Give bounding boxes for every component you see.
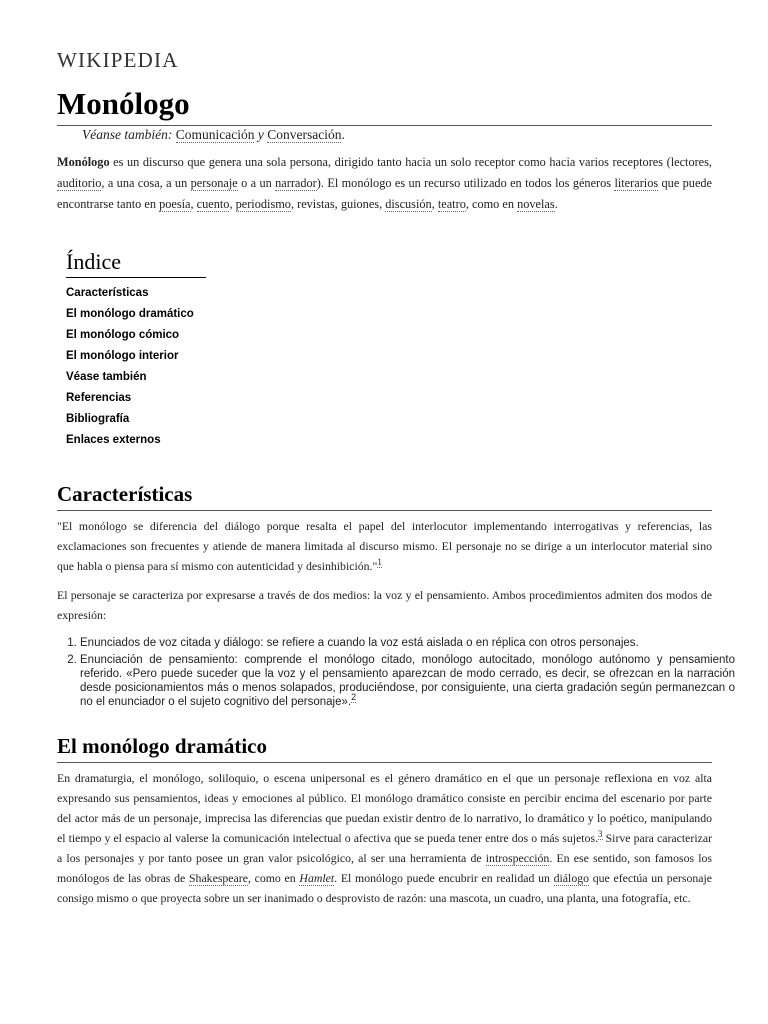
section-underline	[57, 762, 712, 763]
link-literarios[interactable]: literarios	[614, 176, 659, 190]
section-heading-caracteristicas: Características	[57, 482, 193, 506]
table-of-contents	[66, 284, 194, 452]
dramatico-paragraph	[57, 768, 712, 908]
intro-text: , a una cosa, a un	[101, 176, 191, 190]
reference-2[interactable]: 2	[351, 692, 357, 703]
quote-text: "El monólogo se diferencia del diálogo porque resalta el papel del interlocutor implementando interrogativas y referencias, las exclamaciones son frecuentes y atiende de manera limitada al discurso mismo. El personaje no se dirige a un interlocutor material sino que habla o piensa para sí mismo con autenticidad y desinhibición."	[57, 519, 712, 573]
intro-bold-term: Monólogo	[57, 155, 110, 169]
intro-text: ,	[190, 197, 197, 211]
link-narrador[interactable]: narrador	[275, 176, 317, 190]
intro-text: .	[554, 197, 558, 211]
section-underline	[57, 510, 712, 511]
see-also-conj: y	[257, 127, 264, 142]
toc-item-referencias[interactable]: Referencias	[66, 392, 132, 404]
expression-paragraph: El personaje se caracteriza por expresarse a través de dos medios: la voz y el pensamiento. Ambos procedimientos admiten dos modos de expresión:	[57, 588, 712, 622]
link-dialogo[interactable]: diálogo	[553, 871, 590, 885]
link-auditorio[interactable]: auditorio	[57, 176, 102, 190]
list-item	[80, 636, 735, 650]
intro-paragraph	[57, 152, 712, 215]
list-item-text: Enunciación de pensamiento: comprende el monólogo citado, monólogo autocitado, monólogo autónomo y pensamiento referido. «Pero puede suceder que la voz y el pensamiento aparezcan de modo cerrado, es decir, se ofrezcan en la narración desde posicionamientos más o menos solapados, produciéndose, por consiguiente, una cierta gradación según permanezcan o no el enunciador o el sujeto cognitivo del personaje».	[80, 654, 735, 708]
reference-3[interactable]: 3	[598, 829, 603, 840]
link-periodismo[interactable]: periodismo	[235, 197, 291, 211]
toc-item-enlaces-externos[interactable]: Enlaces externos	[66, 434, 161, 446]
body-text: En dramaturgia, el monólogo, soliloquio, o escena unipersonal es el género dramático en el que un personaje reflexiona en voz alta expresando sus pensamientos, ideas y emociones al público. El monólogo dramático consiste en percibir encima del escenario por parte del actor más de un personaje, imprecisa las diferencias que puedan existir dentro de lo narrativo, lo dramático y lo poético, manipulando el tiempo y el espacio al valerse la comunicación intelectual o afectiva que se pueda tener entre dos o más sujetos.	[57, 771, 712, 845]
reference-1[interactable]: 1	[377, 557, 382, 568]
body-text: que efectúa un personaje consigo mismo o que proyecta sobre un ser inanimado o desprovisto de razón: una mascota, un cuadro, una planta, una fotografía, etc.	[57, 871, 712, 905]
toc-item-monologo-interior[interactable]: El monólogo interior	[66, 350, 179, 362]
toc-item-monologo-dramatico[interactable]: El monólogo dramático	[66, 308, 194, 320]
intro-text: o a un	[237, 176, 276, 190]
body-text: . En ese sentido, son famosos los monólogos de las obras de	[57, 851, 713, 885]
see-also-hatnote	[82, 127, 345, 143]
intro-text: ,	[229, 197, 236, 211]
link-conversacion[interactable]: Conversación	[267, 127, 342, 142]
body-text: , como en	[247, 871, 300, 885]
toc-title: Índice	[66, 249, 121, 274]
link-introspeccion[interactable]: introspección	[485, 851, 550, 865]
link-hamlet[interactable]: Hamlet	[299, 871, 335, 885]
intro-text: ). El monólogo es un recurso utilizado en todos los géneros	[316, 176, 615, 190]
intro-text: , revistas, guiones,	[290, 197, 386, 211]
toc-underline	[66, 277, 206, 278]
intro-text: , como en	[465, 197, 518, 211]
link-comunicacion[interactable]: Comunicación	[175, 127, 255, 142]
toc-item-vease-tambien[interactable]: Véase también	[66, 371, 147, 383]
page-title: Monólogo	[57, 86, 190, 121]
see-also-prefix: Véanse también:	[82, 127, 173, 142]
list-item	[80, 653, 735, 709]
toc-item-monologo-comico[interactable]: El monólogo cómico	[66, 329, 180, 341]
list-item-text: Enunciados de voz citada y diálogo: se refiere a cuando la voz está aislada o en réplica con otros personajes.	[80, 637, 639, 649]
link-novelas[interactable]: novelas	[517, 197, 555, 211]
link-discusion[interactable]: discusión	[385, 197, 432, 211]
link-poesia[interactable]: poesía	[159, 197, 191, 211]
expression-modes-list	[57, 636, 735, 712]
body-text: Sirve para caracterizar a los personajes y por tanto posee un gran valor psicológico, al ser una herramienta de	[57, 831, 712, 865]
body-text: . El monólogo puede encubrir en realidad un	[334, 871, 554, 885]
toc-item-caracteristicas[interactable]: Características	[66, 287, 149, 299]
link-personaje[interactable]: personaje	[190, 176, 238, 190]
toc-item-bibliografia[interactable]: Bibliografía	[66, 413, 130, 425]
link-shakespeare[interactable]: Shakespeare	[188, 871, 248, 885]
see-also-end: .	[341, 127, 345, 142]
intro-text: ,	[431, 197, 438, 211]
quote-paragraph	[57, 516, 712, 576]
section-heading-dramatico: El monólogo dramático	[57, 734, 267, 758]
intro-text: es un discurso que genera una sola persona, dirigido tanto hacia un solo receptor como hacia varios receptores (lectores,	[109, 155, 712, 169]
link-teatro[interactable]: teatro	[437, 197, 466, 211]
link-cuento[interactable]: cuento	[196, 197, 230, 211]
wikipedia-wordmark[interactable]: WIKIPEDIA	[57, 48, 179, 72]
intro-text: que puede encontrarse tanto en	[57, 176, 713, 211]
title-underline	[57, 125, 712, 126]
